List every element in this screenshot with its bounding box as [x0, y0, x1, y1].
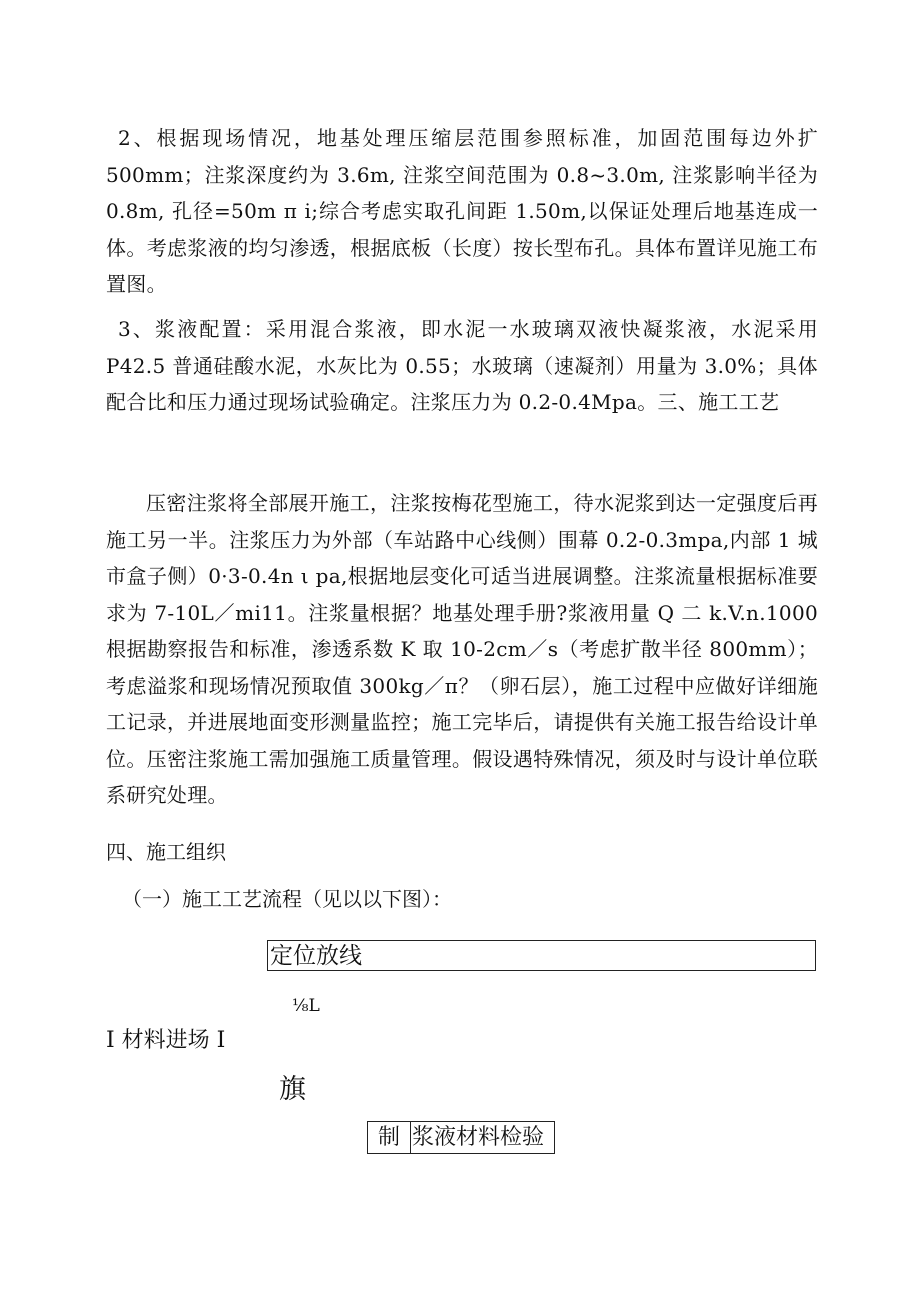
- paragraph-slurry-config: 3、浆液配置：采用混合浆液，即水泥一水玻璃双液快凝浆液，水泥采用 P42.5 普通硅酸水泥，水灰比为 0.55；水玻璃（速凝剂）用量为 3.0%；具体配合比和压力通过现场试验确定。注浆压力为 0.2-0.4Mpa。三、施工工艺: [106, 317, 818, 414]
- flow-connector-glyph: 旗: [279, 1074, 306, 1105]
- flow-arrow-mark: ⅛L: [292, 996, 320, 1016]
- subheading-process-flow: （一）施工工艺流程（见以以下图）：: [122, 887, 452, 911]
- flow-step-positioning: 定位放线: [267, 940, 816, 971]
- flow-step-slurry-inspection: [367, 1121, 555, 1154]
- paragraph-grouting-range: 2、根据现场情况，地基处理压缩层范围参照标准，加固范围每边外扩 500mm；注浆深度约为 3.6m, 注浆空间范围为 0.8~3.0m, 注浆影响半径为 0.8m, 孔径=50m π i;综合考虑实取孔间距 1.50m,以保证处理后地基连成一体。考虑浆液的均匀渗透，根据底板（长度）按长型布孔。具体布置详见施工布置图。: [106, 126, 818, 296]
- inspection-label-cell: 浆液材料检验: [412, 1125, 545, 1150]
- paragraph-compaction-grouting: 压密注浆将全部展开施工，注浆按梅花型施工，待水泥浆到达一定强度后再施工另一半。注浆压力为外部（车站路中心线侧）围幕 0.2-0.3mpa,内部 1 城市盒子侧）0·3-0.4n ι pa,根据地层变化可适当进展调整。注浆流量根据标准要求为 7-10L／mi11。注浆量根据？地基处理手册?浆液用量 Q 二 k.V.n.1000 根据勘察报告和标准，渗透系数 K 取 10-2cm／s（考虑扩散半径 800mm）；考虑溢浆和现场情况预取值 300kg／π？（卵石层），施工过程中应做好详细施工记录，并进展地面变形测量监控；施工完毕后，请提供有关施工报告给设计单位。压密注浆施工需加强施工质量管理。假设遇特殊情况，须及时与设计单位联系研究处理。: [106, 491, 818, 807]
- flow-step-material-entry: I 材料进场 I: [106, 1028, 226, 1053]
- inspection-prefix-cell: 制: [368, 1122, 411, 1153]
- section-heading-construction-organization: 四、施工组织: [106, 840, 226, 864]
